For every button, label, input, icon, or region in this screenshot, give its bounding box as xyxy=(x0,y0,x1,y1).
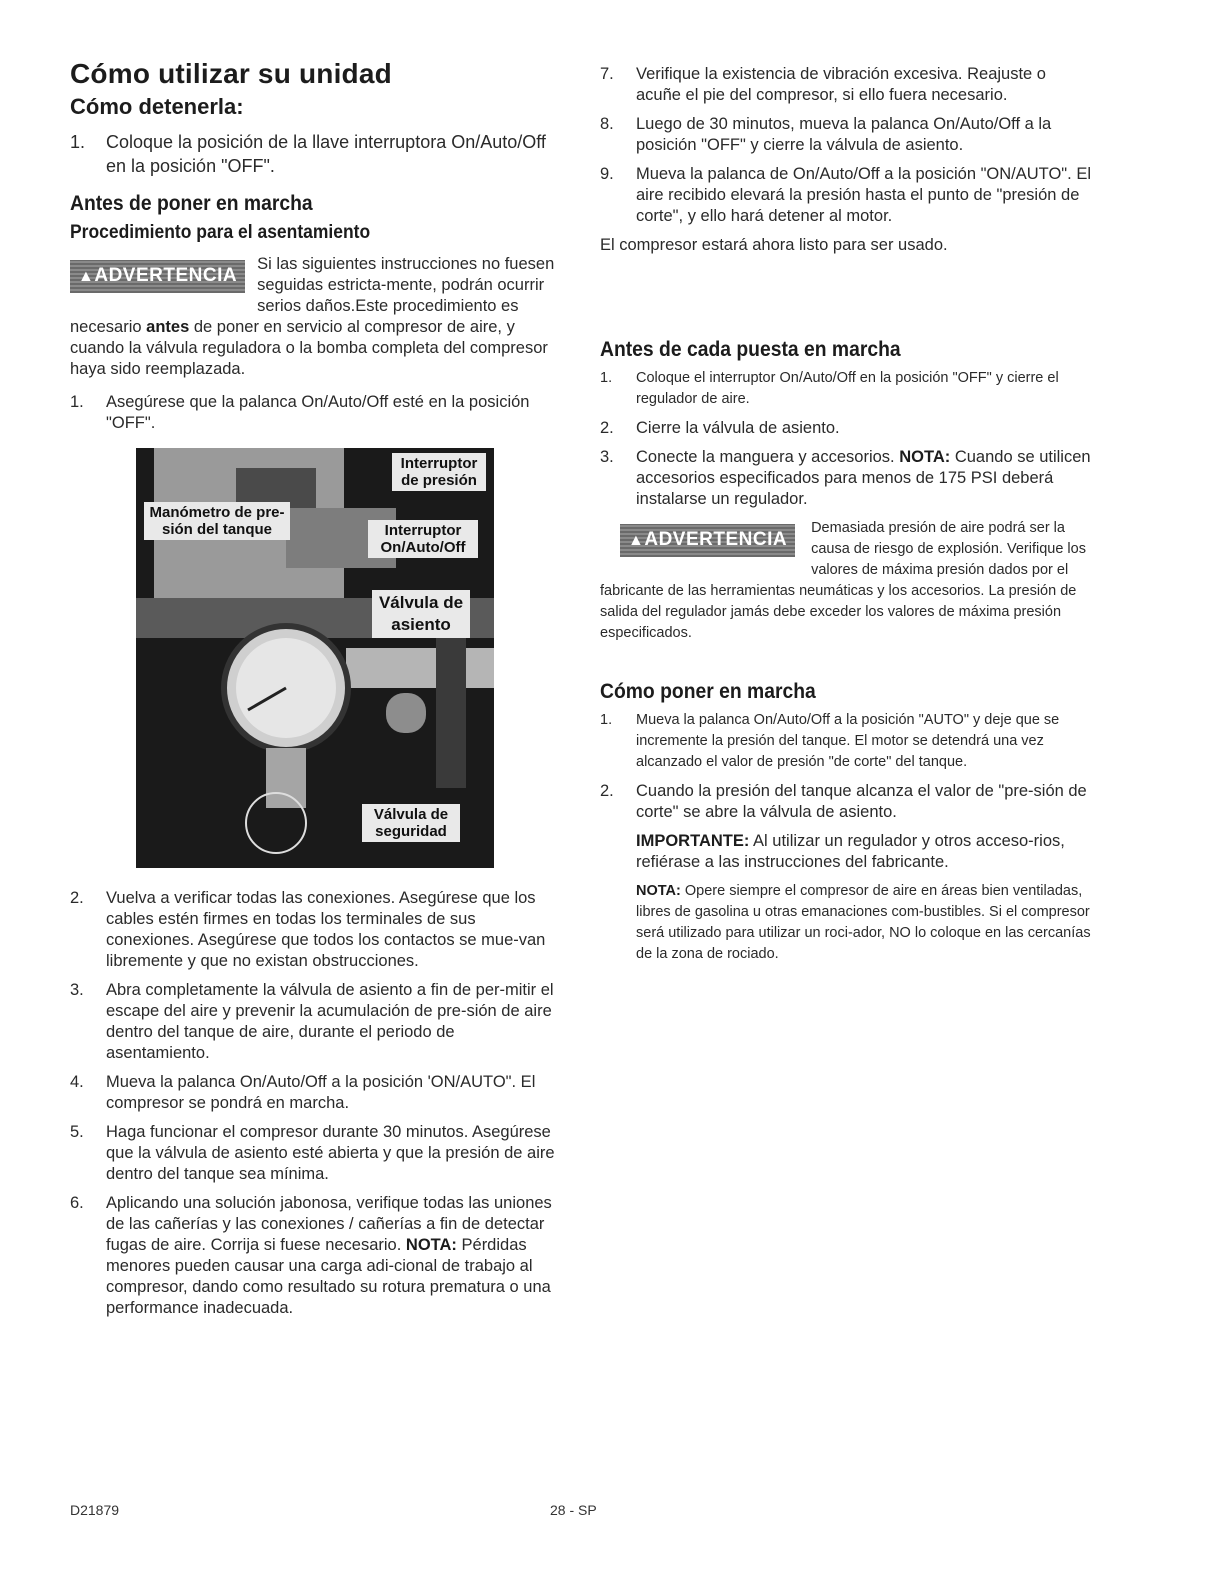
note-label: NOTA: xyxy=(405,1236,457,1254)
list-item xyxy=(600,447,1092,510)
list-item xyxy=(70,1193,560,1319)
item-text: Mueva la palanca On/Auto/Off a la posición "AUTO" y deje que se incremente la presión del tanque. El motor se detendrá una vez alcanzado el valor de presión "de corte" del tanque. xyxy=(636,712,1060,770)
item-text: Abra completamente la válvula de asiento a fin de per-mitir el escape del aire y prevenir la acumulación de pre-sión de aire dentro del tanque de aire, durante el periodo de asentamiento. xyxy=(106,981,554,1062)
before-start-heading: Antes de poner en marcha xyxy=(70,192,313,215)
list-item xyxy=(600,368,1092,410)
list-item xyxy=(70,130,560,178)
item-text: Luego de 30 minutos, mueva la palanca On/Auto/Off a la posición "OFF" y cierre la válvula de asiento. xyxy=(636,115,1052,154)
list-item xyxy=(600,164,1092,227)
list-item xyxy=(600,64,1092,106)
item-number: 8. xyxy=(600,115,614,133)
seating-list-end xyxy=(600,64,1092,227)
stop-list xyxy=(70,130,560,178)
item-text: Haga funcionar el compresor durante 30 minutos. Asegúrese que la válvula de asiento esté abierta y que la presión de aire dentro del tanque sea mínima. xyxy=(106,1123,555,1183)
warning-text: Demasiada presión de aire podrá ser la causa de riesgo de explosión. Verifique los valores de máxima presión dados por el fabricante de las herramientas neumáticas y los accesorios. La presión de salida del regulador jamás debe exceder los valores de máxima presión especificados. xyxy=(600,520,1086,641)
tank-gauge-label: Manómetro de pre-sión del tanque xyxy=(144,502,290,540)
item-text: Mueva la palanca On/Auto/Off a la posición 'ON/AUTO". El compresor se pondrá en marcha. xyxy=(106,1073,536,1112)
right-column xyxy=(600,64,1092,965)
item-number: 1. xyxy=(70,132,86,152)
item-number: 3. xyxy=(70,981,84,999)
ready-text: El compresor estará ahora listo para ser usado. xyxy=(600,236,948,254)
note-text: Cuando se utilicen accesorios especificados para menos de 175 PSI deberá instalarse un regulador. xyxy=(636,448,1091,508)
list-item xyxy=(70,980,560,1064)
safety-valve-label: Válvula de seguridad xyxy=(362,804,460,842)
warning-badge xyxy=(620,524,795,557)
item-text: Coloque la posición de la llave interruptora On/Auto/Off en la posición "OFF". xyxy=(106,132,546,176)
pressure-warning xyxy=(600,518,1092,644)
warning-badge xyxy=(70,260,245,293)
item-number: 2. xyxy=(600,419,614,437)
list-item xyxy=(70,392,560,434)
item-text: Mueva la palanca de On/Auto/Off a la posición "ON/AUTO". El aire recibido elevará la presión hasta el punto de "presión de corte", y ello hará detener al motor. xyxy=(636,165,1091,225)
warning-paragraph xyxy=(70,254,560,380)
item-number: 3. xyxy=(600,448,614,466)
warning-text-start: Si las siguientes instrucciones no fuesen seguidas estricta-mente, podrán ocurrir serios daños.Este procedimiento es necesario xyxy=(70,255,555,336)
item-number: 2. xyxy=(70,889,84,907)
list-item xyxy=(70,888,560,972)
start-list xyxy=(600,710,1092,823)
item-number: 5. xyxy=(70,1123,84,1141)
left-column xyxy=(70,58,560,1327)
item-number: 1. xyxy=(600,370,613,386)
warning-text-end: de poner en servicio al compresor de aire, y cuando la válvula reguladora o la bomba completa del compresor haya sido reemplazada. xyxy=(70,318,548,378)
page-number: 28 - SP xyxy=(550,1502,597,1518)
item-text: Vuelva a verificar todas las conexiones. Asegúrese que los cables estén firmes en todas los terminales de sus conexiones. Asegúrese que todos los contactos se mue-van libremente y que no existan obstrucciones. xyxy=(106,889,546,970)
warning-label: ADVERTENCIA xyxy=(644,529,788,550)
item-text: Asegúrese que la palanca On/Auto/Off esté en la posición "OFF". xyxy=(106,393,530,432)
list-item xyxy=(600,114,1092,156)
item-number: 9. xyxy=(600,165,614,183)
warning-label: ADVERTENCIA xyxy=(94,265,238,286)
warning-bold-word: antes xyxy=(146,318,190,336)
important-note xyxy=(600,831,1092,873)
seat-valve-label: Válvula de asiento xyxy=(372,590,470,638)
seating-list-continued xyxy=(70,888,560,1319)
seating-procedure-heading: Procedimiento para el asentamiento xyxy=(70,222,371,243)
note-label: NOTA: xyxy=(899,448,951,466)
on-auto-off-label: Interruptor On/Auto/Off xyxy=(368,520,478,558)
list-item xyxy=(600,781,1092,823)
item-text: Aplicando una solución jabonosa, verifique todas las uniones de las cañerías y las conexiones / cañerías a fin de detectar fugas de aire. Corrija si fuese necesario. xyxy=(106,1194,552,1254)
document-code: D21879 xyxy=(70,1502,120,1518)
item-number: 6. xyxy=(70,1194,84,1212)
note-label: NOTA: xyxy=(636,883,681,899)
list-item xyxy=(600,418,1092,439)
page-title: Cómo utilizar su unidad xyxy=(70,58,392,89)
item-number: 7. xyxy=(600,65,614,83)
ventilation-note xyxy=(600,881,1092,965)
compressor-photo xyxy=(136,448,494,868)
item-number: 1. xyxy=(600,712,613,728)
seating-list-start xyxy=(70,392,560,434)
list-item xyxy=(600,710,1092,773)
stop-heading: Cómo detenerla: xyxy=(70,94,244,119)
item-number: 2. xyxy=(600,782,614,800)
warning-triangle-icon: ▲ xyxy=(78,268,95,285)
start-heading: Cómo poner en marcha xyxy=(600,680,816,703)
list-item xyxy=(70,1072,560,1114)
item-text: Conecte la manguera y accesorios. xyxy=(636,448,900,466)
note-text: Opere siempre el compresor de aire en áreas bien ventiladas, libres de gasolina u otras emanaciones com-bustibles. Si el compresor será utilizado para utilizar un roci-ador, NO lo coloque en las cercanías de la zona de rociado. xyxy=(636,883,1091,962)
item-number: 1. xyxy=(70,393,84,411)
important-label: IMPORTANTE: xyxy=(636,832,750,850)
pressure-switch-label: Interruptor de presión xyxy=(392,453,486,491)
item-text: Verifique la existencia de vibración excesiva. Reajuste o acuñe el pie del compresor, si ello fuera necesario. xyxy=(636,65,1046,104)
each-start-heading: Antes de cada puesta en marcha xyxy=(600,338,901,361)
item-text: Cierre la válvula de asiento. xyxy=(636,419,840,437)
each-start-list xyxy=(600,368,1092,510)
item-text: Coloque el interruptor On/Auto/Off en la posición "OFF" y cierre el regulador de aire. xyxy=(636,370,1059,407)
note-text: Pérdidas menores pueden causar una carga adi-cional de trabajo al compresor, dando como resultado su rotura prematura o una performance inadecuada. xyxy=(106,1236,551,1317)
list-item xyxy=(70,1122,560,1185)
important-text: Al utilizar un regulador y otros acceso-rios, refiérase a las instrucciones del fabricante. xyxy=(636,832,1065,871)
item-number: 4. xyxy=(70,1073,84,1091)
warning-triangle-icon: ▲ xyxy=(628,532,645,549)
item-text: Cuando la presión del tanque alcanza el valor de "pre-sión de corte" se abre la válvula de asiento. xyxy=(636,782,1087,821)
